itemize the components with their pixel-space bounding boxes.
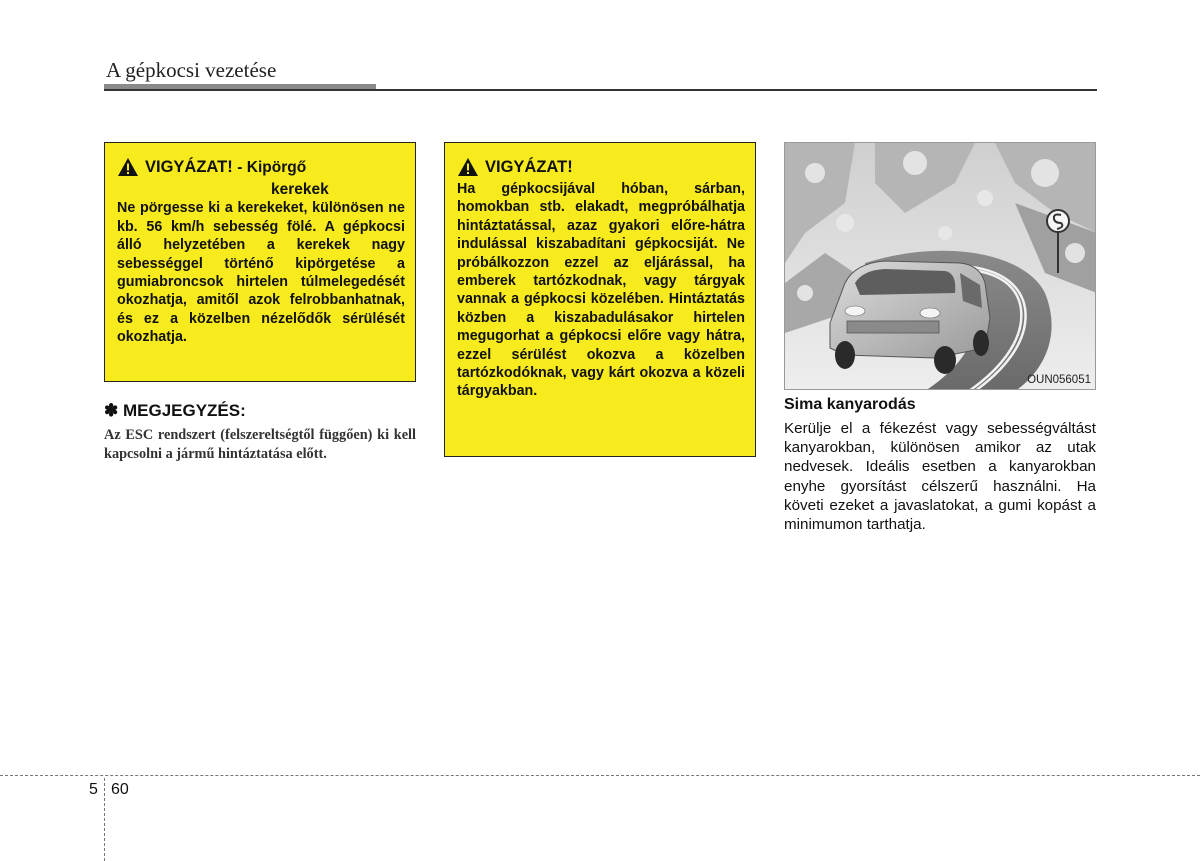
warning-title: VIGYÁZAT!	[485, 158, 573, 176]
warning-title: VIGYÁZAT!	[145, 158, 233, 176]
warning-body: Ha gépkocsijával hóban, sárban, homokban stb. elakadt, megpróbálhatja hintáztatással, azaz gyakori előre-hátra indulással kiszabadítani gépkocsiját. Ne próbálkozzon ezzel az eljárással, ha emberek tartózkodnak, vagy tárgyak vannak a gépkocsi közelében. Hintáztatás közben a kiszabadulásakor hirtelen megugorhat a gépkocsi előre vagy hátra, ezzel sérülést okozva a közelben tartózkodóknak, vagy kárt okozva a közeli tárgyakban.	[457, 181, 745, 400]
footer-divider	[104, 778, 105, 861]
warning-subtitle-cont: kerekek	[271, 181, 329, 198]
warning-body: Ne pörgesse ki a kerekeket, különösen ne kb. 56 km/h sebesség fölé. A gépkocsi álló helyzetében a kerekek nagy sebességgel történő kipörgetése a gumiabroncsok hirtelen túlmelegedését okozhatja, amitől azok felrobbanhatnak, és ez a közelben nézelődők sérülését okozhatja.	[117, 200, 405, 346]
warning-box-rocking	[444, 142, 756, 457]
figure-code: OUN056051	[1027, 374, 1091, 386]
section-heading: Sima kanyarodás	[784, 396, 916, 413]
warning-triangle-icon	[457, 157, 479, 177]
note-title: ✽ MEGJEGYZÉS:	[104, 401, 246, 420]
page-number: 60	[111, 781, 129, 798]
page-header-title: A gépkocsi vezetése	[106, 58, 277, 82]
car-curve-illustration	[785, 143, 1096, 390]
header-rule-thin	[104, 89, 1097, 91]
warning-triangle-icon	[117, 157, 139, 177]
warning-subtitle: - Kipörgő	[237, 159, 307, 176]
illustration-car-on-curve	[784, 142, 1096, 390]
warning-box-wheel-spin	[104, 142, 416, 382]
footer-rule	[0, 775, 1200, 776]
note-body: Az ESC rendszert (felszereltségtől függően) ki kell kapcsolni a jármű hintáztatása előtt.	[104, 427, 416, 462]
chapter-number: 5	[89, 781, 98, 798]
section-body: Kerülje el a fékezést vagy sebességváltást kanyarokban, különösen amikor az utak nedvesek. Ideális esetben a kanyarokban enyhe gyorsítást célszerű használni. Ha követi ezeket a javaslatokat, a gumi kopást a minimumon tarthatja.	[784, 420, 1096, 534]
